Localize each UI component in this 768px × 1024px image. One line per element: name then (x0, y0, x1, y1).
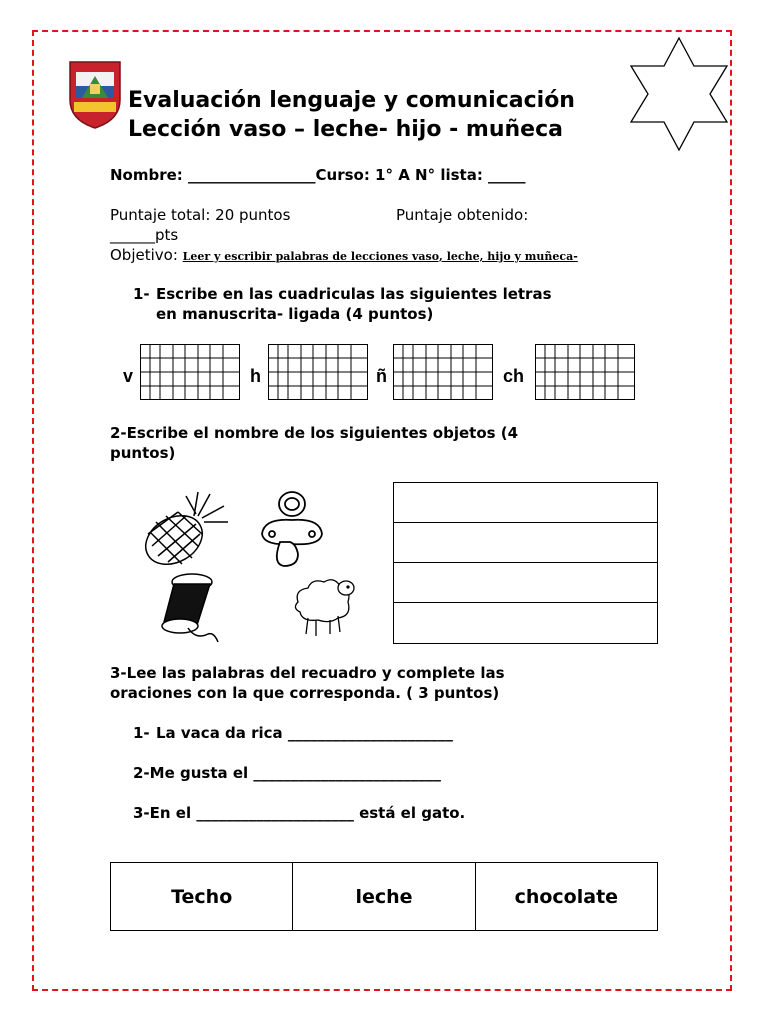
q3-sentence1: La vaca da rica ______________________ (156, 724, 453, 742)
q3-sentence2: 2-Me gusta el _________________________ (133, 764, 441, 782)
writing-grid-v[interactable] (140, 344, 240, 400)
word-bank-table (110, 862, 658, 931)
letter-ch: ch (503, 366, 525, 386)
school-logo (68, 60, 122, 130)
writing-grid-h[interactable] (268, 344, 368, 400)
objective-text: Leer y escribir palabras de lecciones vaso, leche, hijo y muñeca- (182, 250, 578, 263)
q2-instruction-line1: 2-Escribe el nombre de los siguientes objetos (4 (110, 424, 519, 442)
obtained-score-label: Puntaje obtenido: (396, 206, 529, 224)
q2-instruction-line2: puntos) (110, 444, 176, 462)
title-line-1: Evaluación lenguaje y comunicación (128, 88, 575, 113)
answer-row[interactable] (394, 563, 657, 603)
word-bank-cell: chocolate (514, 885, 619, 908)
letter-v: v (123, 366, 134, 386)
q3-instruction-line1: 3-Lee las palabras del recuadro y complete las (110, 664, 505, 682)
title-line-2: Lección vaso – leche- hijo - muñeca (128, 117, 563, 142)
q3-sentence3: 3-En el _____________________ está el gato. (133, 804, 466, 822)
objective-label: Objetivo: (110, 246, 178, 264)
answer-row[interactable] (394, 603, 657, 643)
pineapple-image (138, 488, 230, 568)
answer-row[interactable] (394, 483, 657, 523)
letter-enye: ñ (376, 366, 387, 386)
q3-instruction-line2: oraciones con la que corresponda. ( 3 puntos) (110, 684, 500, 702)
q3-sentence1-number: 1- (133, 724, 150, 742)
objective (110, 246, 578, 264)
writing-grid-ch[interactable] (535, 344, 635, 400)
total-score: Puntaje total: 20 puntos (110, 206, 291, 224)
letter-h: h (250, 366, 261, 386)
sheep-image (290, 572, 358, 640)
star-grade-icon (628, 36, 730, 152)
q1-number: 1- (133, 285, 150, 303)
answer-box-table (393, 482, 658, 644)
student-info-line: Nombre: _________________Curso: 1° A N° lista: _____ (110, 166, 526, 184)
word-bank-cell: Techo (111, 863, 293, 930)
word-bank-cell: leche (293, 863, 475, 930)
q1-instruction-line1: Escribe en las cuadriculas las siguientes letras (156, 285, 552, 303)
writing-grid-enye[interactable] (393, 344, 493, 400)
obtained-score-blank: ______pts (110, 226, 179, 244)
answer-row[interactable] (394, 523, 657, 563)
thread-spool-image (152, 570, 224, 646)
q1-instruction-line2: en manuscrita- ligada (4 puntos) (156, 305, 434, 323)
pacifier-image (254, 488, 328, 570)
